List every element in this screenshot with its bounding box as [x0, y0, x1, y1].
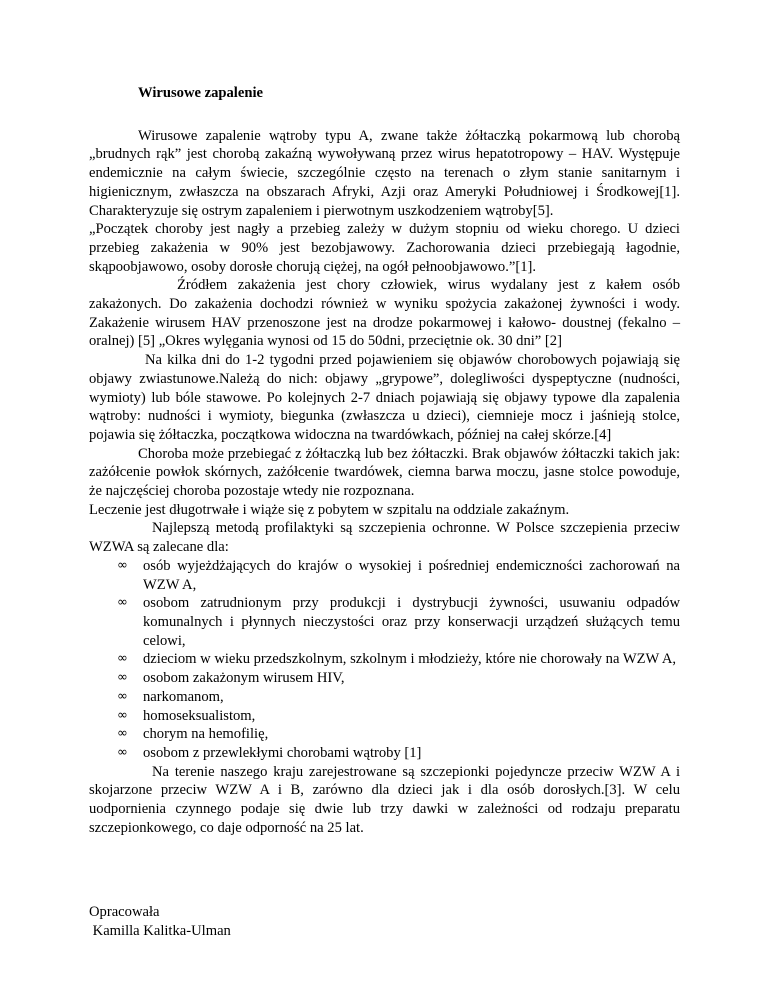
- list-item: ∞ osobom zakażonym wirusem HIV,: [117, 670, 345, 687]
- signature-label: Opracowała: [89, 904, 160, 921]
- list-item: ∞ homoseksualistom,: [117, 707, 256, 724]
- paragraph-course: „Początek choroby jest nagły a przebieg zależy w dużym stopniu od wieku chorego. U dzieci przebieg zakażenia w 90% jest bezobjawowy. Zachorowania dzieci przebiegają łagodnie, skąpoobjawowo, osoby dorosłe chorują ciężej, na ogół pełnoobjawowo.”[1].: [89, 221, 680, 275]
- list-item: ∞ osobom zatrudnionym przy produkcji i dystrybucji żywności, usuwaniu odpadów komunalnych i płynnych nieczystości oraz przy konserwacji urządzeń służących temu celowi,: [117, 595, 680, 649]
- document-title: Wirusowe zapalenie: [138, 85, 263, 101]
- document-page: [89, 84, 680, 941]
- paragraph-treatment: Leczenie jest długotrwałe i wiąże się z pobytem w szpitalu na oddziale zakaźnym.: [89, 501, 570, 518]
- author-name: Kamilla Kalitka-Ulman: [89, 923, 231, 940]
- list-item: ∞ narkomanom,: [117, 688, 224, 705]
- infinity-bullet-icon: ∞: [117, 707, 128, 723]
- paragraph-symptoms: Na kilka dni do 1-2 tygodni przed pojawieniem się objawów chorobowych pojawiają się objawy zwiastunowe.Należą do nich: objawy „grypowe”, dolegliwości dyspeptyczne (nudności, wymioty) lub bóle stawowe. Po kolejnych 2-7 dniach pojawiają się objawy typowe dla zapalenia wątroby: nudności i wymioty, biegunka (zwłaszcza u dzieci), ciemnieje mocz i jaśnieją stolce, pojawia się żółtaczka, początkowa widoczna na twardówkach, później na całej skórze.[4]: [89, 352, 680, 443]
- infinity-bullet-icon: ∞: [117, 557, 128, 573]
- paragraph-vaccines: Na terenie naszego kraju zarejestrowane są szczepionki pojedyncze przeciw WZW A i skojarzone przeciw WZW A i B, zarówno dla dzieci jak i dla osób dorosłych.[3]. W celu uodpornienia czynnego podaje się dwie lub trzy dawki w zależności od rodzaju preparatu szczepionkowego, co daje odporność na 25 lat.: [89, 763, 680, 836]
- list-item: ∞ osobom z przewlekłymi chorobami wątroby [1]: [117, 744, 422, 761]
- paragraph-jaundice: Choroba może przebiegać z żółtaczką lub bez żółtaczki. Brak objawów żółtaczki takich jak: zażółcenie powłok skórnych, zażółcenie twardówek, ciemna barwa moczu, jasne stolce powoduje, że najczęściej choroba pozostaje wtedy nie rozpoznana.: [89, 445, 680, 500]
- list-item: ∞ chorym na hemofilię,: [117, 726, 269, 743]
- infinity-bullet-icon: ∞: [117, 726, 128, 742]
- infinity-bullet-icon: ∞: [117, 595, 128, 611]
- infinity-bullet-icon: ∞: [117, 688, 128, 704]
- infinity-bullet-icon: ∞: [117, 744, 128, 760]
- signature-block: [89, 903, 680, 940]
- vaccination-list: [89, 557, 680, 763]
- paragraph-prevention: Najlepszą metodą profilaktyki są szczepienia ochronne. W Polsce szczepienia przeciw WZWA są zalecane dla:: [89, 520, 680, 556]
- list-item: ∞ dzieciom w wieku przedszkolnym, szkolnym i młodzieży, które nie chorowały na WZW A,: [117, 651, 677, 668]
- infinity-bullet-icon: ∞: [117, 670, 128, 686]
- paragraph-source: Źródłem zakażenia jest chory człowiek, wirus wydalany jest z kałem osób zakażonych. Do zakażenia dochodzi również w wyniku spożycia zakażonej żywności i wody. Zakażenie wirusem HAV przenoszone jest na drodze pokarmowej i kałowo- doustnej (fekalno – oralnej) [5] „Okres wylęgania wynosi od 15 do 50dni, przeciętnie ok. 30 dni” [2]: [89, 277, 680, 350]
- paragraph-intro: Wirusowe zapalenie wątroby typu A, zwane także żółtaczką pokarmową lub chorobą „brudnych rąk” jest chorobą zakaźną wywoływaną przez wirus hepatotropowy – HAV. Występuje endemicznie na całym świecie, szczególnie często na terenach o złym stanie sanitarnym i higienicznym, zwłaszcza na obszarach Afryki, Azji oraz Ameryki Południowej i Środkowej[1]. Charakteryzuje się ostrym zapaleniem i pierwotnym uszkodzeniem wątroby[5].: [89, 127, 680, 219]
- infinity-bullet-icon: ∞: [117, 651, 128, 667]
- list-item: ∞ osób wyjeżdżających do krajów o wysokiej i pośredniej endemiczności zachorowań na WZW A,: [117, 557, 680, 593]
